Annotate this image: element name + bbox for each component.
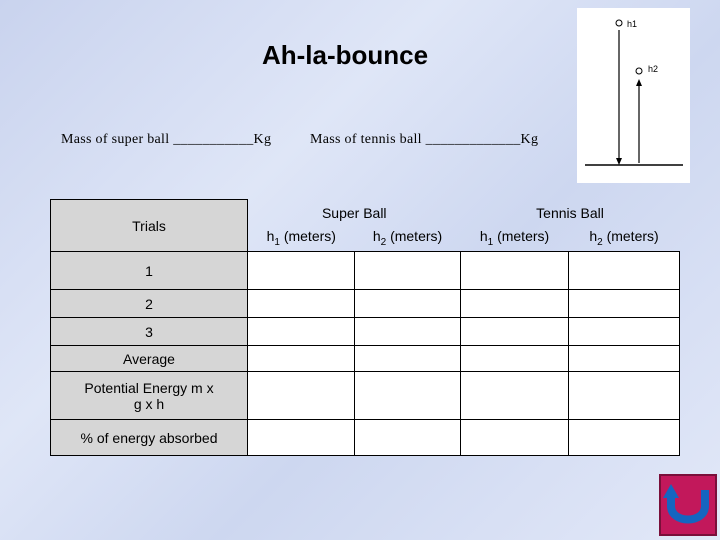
table-cell[interactable] <box>355 420 461 456</box>
table-cell[interactable] <box>569 290 680 318</box>
return-u-turn-icon <box>661 476 715 534</box>
table-cell[interactable] <box>248 346 355 372</box>
table-cell[interactable] <box>461 290 569 318</box>
table-cell[interactable] <box>248 318 355 346</box>
h2-label: h2 <box>648 64 659 74</box>
table-cell[interactable] <box>248 420 355 456</box>
table-cell[interactable] <box>355 252 461 290</box>
super-h1-header: $h_1$ (meters) <box>266 228 336 249</box>
row-label-potential-energy: Potential Energy m x g x h <box>51 372 248 420</box>
table-cell[interactable] <box>461 252 569 290</box>
table-cell[interactable] <box>248 372 355 420</box>
table-cell[interactable] <box>569 372 680 420</box>
row-label-energy-absorbed: % of energy absorbed <box>51 420 248 456</box>
tennis-ball-header: Tennis Ball <box>536 204 604 221</box>
row-label-trial-1: 1 <box>51 252 248 290</box>
trials-header: Trials <box>51 200 248 252</box>
table-cell[interactable] <box>569 252 680 290</box>
row-label-trial-3: 3 <box>51 318 248 346</box>
super-h2-header: $h_2$ (meters) <box>372 228 443 249</box>
table-cell[interactable] <box>355 372 461 420</box>
row-label-average: Average <box>51 346 248 372</box>
bounce-data-table <box>50 199 680 456</box>
table-cell[interactable] <box>355 346 461 372</box>
table-cell[interactable] <box>248 252 355 290</box>
h1-arrow-head <box>616 158 622 165</box>
tennis-h1-header: $h_1$ (meters) <box>479 228 550 249</box>
return-button[interactable] <box>659 474 717 536</box>
h1-label: h1 <box>627 19 638 29</box>
ball-h2-icon <box>636 68 642 74</box>
table-cell[interactable] <box>461 318 569 346</box>
table-cell[interactable] <box>569 346 680 372</box>
super-ball-header: Super Ball <box>321 204 387 221</box>
super-ball-mass-label: Mass of super ball ___________Kg <box>61 132 272 147</box>
table-cell[interactable] <box>355 290 461 318</box>
table-cell[interactable] <box>248 290 355 318</box>
tennis-ball-mass-label: Mass of tennis ball _____________Kg <box>310 132 539 147</box>
table-cell[interactable] <box>461 346 569 372</box>
table-cell[interactable] <box>569 318 680 346</box>
table-cell[interactable] <box>461 372 569 420</box>
page-title: Ah-la-bounce <box>261 40 429 70</box>
bounce-diagram-svg <box>577 8 690 183</box>
table-cell[interactable] <box>355 318 461 346</box>
table-cell[interactable] <box>461 420 569 456</box>
bounce-diagram <box>577 8 690 183</box>
row-label-trial-2: 2 <box>51 290 248 318</box>
h2-arrow-head <box>636 79 642 86</box>
tennis-h2-header: $h_2$ (meters) <box>589 228 659 249</box>
table-cell[interactable] <box>569 420 680 456</box>
ball-h1-icon <box>616 20 622 26</box>
